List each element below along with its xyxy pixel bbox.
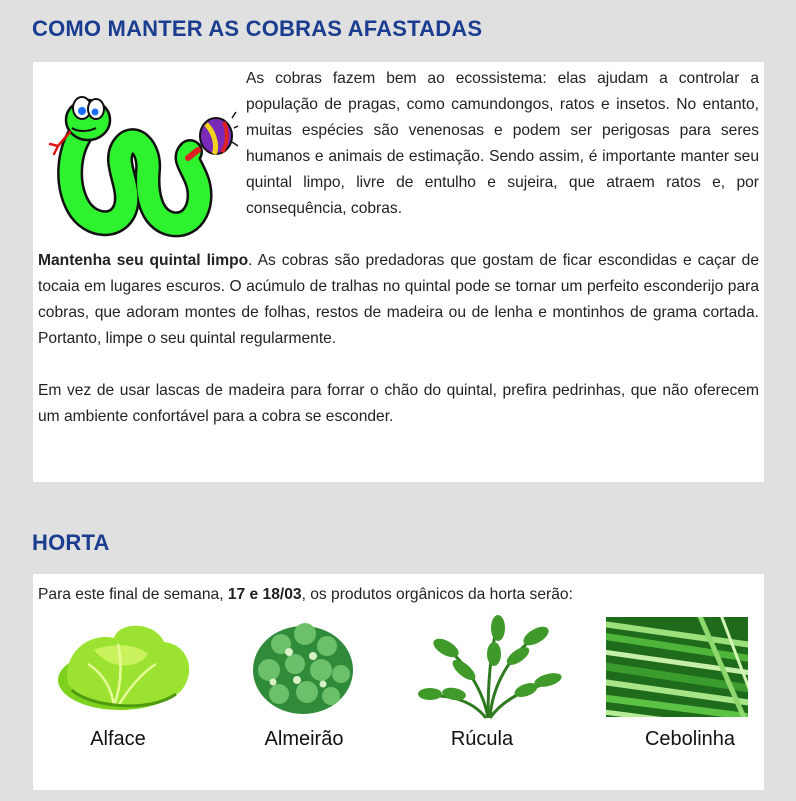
- cartoon-snake-image: [38, 66, 238, 238]
- produce-label-almeirao: Almeirão: [264, 728, 344, 750]
- snake-paragraph-2-text: . As cobras são predadoras que gostam de ficar escondidas e caçar de tocaia em lugares escuros. O acúmulo de tralhas no quintal pode se tornar um perfeito esconderijo para cobras, que adoram montes de folhas, restos de madeira ou de lenha e montinhos de grama cortada. Portanto, limpe o seu quintal regularmente.: [38, 252, 759, 347]
- lettuce-image: [48, 614, 198, 719]
- garden-section-title: HORTA: [32, 530, 110, 555]
- produce-label-alface: Alface: [90, 728, 146, 750]
- garden-intro-date: 17 e 18/03: [227, 586, 302, 603]
- snake-paragraph-1: As cobras fazem bem ao ecossistema: elas ajudam a controlar a população de pragas, como camundongos, ratos e insetos. No entanto, muitas espécies são venenosas e podem ser perigosas para seres humanos e animais de estimação. Sendo assim, é importante manter seu quintal limpo, livre de entulho e sujeira, que atraem ratos e, por consequência, cobras.: [246, 70, 759, 217]
- garden-panel: [33, 574, 764, 790]
- snake-article-panel: [33, 62, 764, 482]
- snake-article: [38, 66, 759, 430]
- chicory-image: [233, 614, 383, 719]
- produce-label-rucula: Rúcula: [450, 728, 514, 750]
- chives-image: [606, 617, 748, 717]
- garden-intro: [38, 586, 573, 604]
- snake-section-title: COMO MANTER AS COBRAS AFASTADAS: [32, 16, 483, 41]
- snake-paragraph-2: [38, 248, 759, 352]
- garden-intro-before: Para este final de semana,: [38, 586, 228, 603]
- snake-paragraph-3: Em vez de usar lascas de madeira para forrar o chão do quintal, prefira pedrinhas, que não oferecem um ambiente confortável para a cobra se esconder.: [38, 382, 759, 425]
- arugula-image: [418, 614, 568, 719]
- snake-paragraph-2-bold: Mantenha seu quintal limpo: [38, 252, 249, 269]
- produce-label-cebolinha: Cebolinha: [644, 728, 736, 750]
- garden-intro-after: , os produtos orgânicos da horta serão:: [301, 586, 573, 603]
